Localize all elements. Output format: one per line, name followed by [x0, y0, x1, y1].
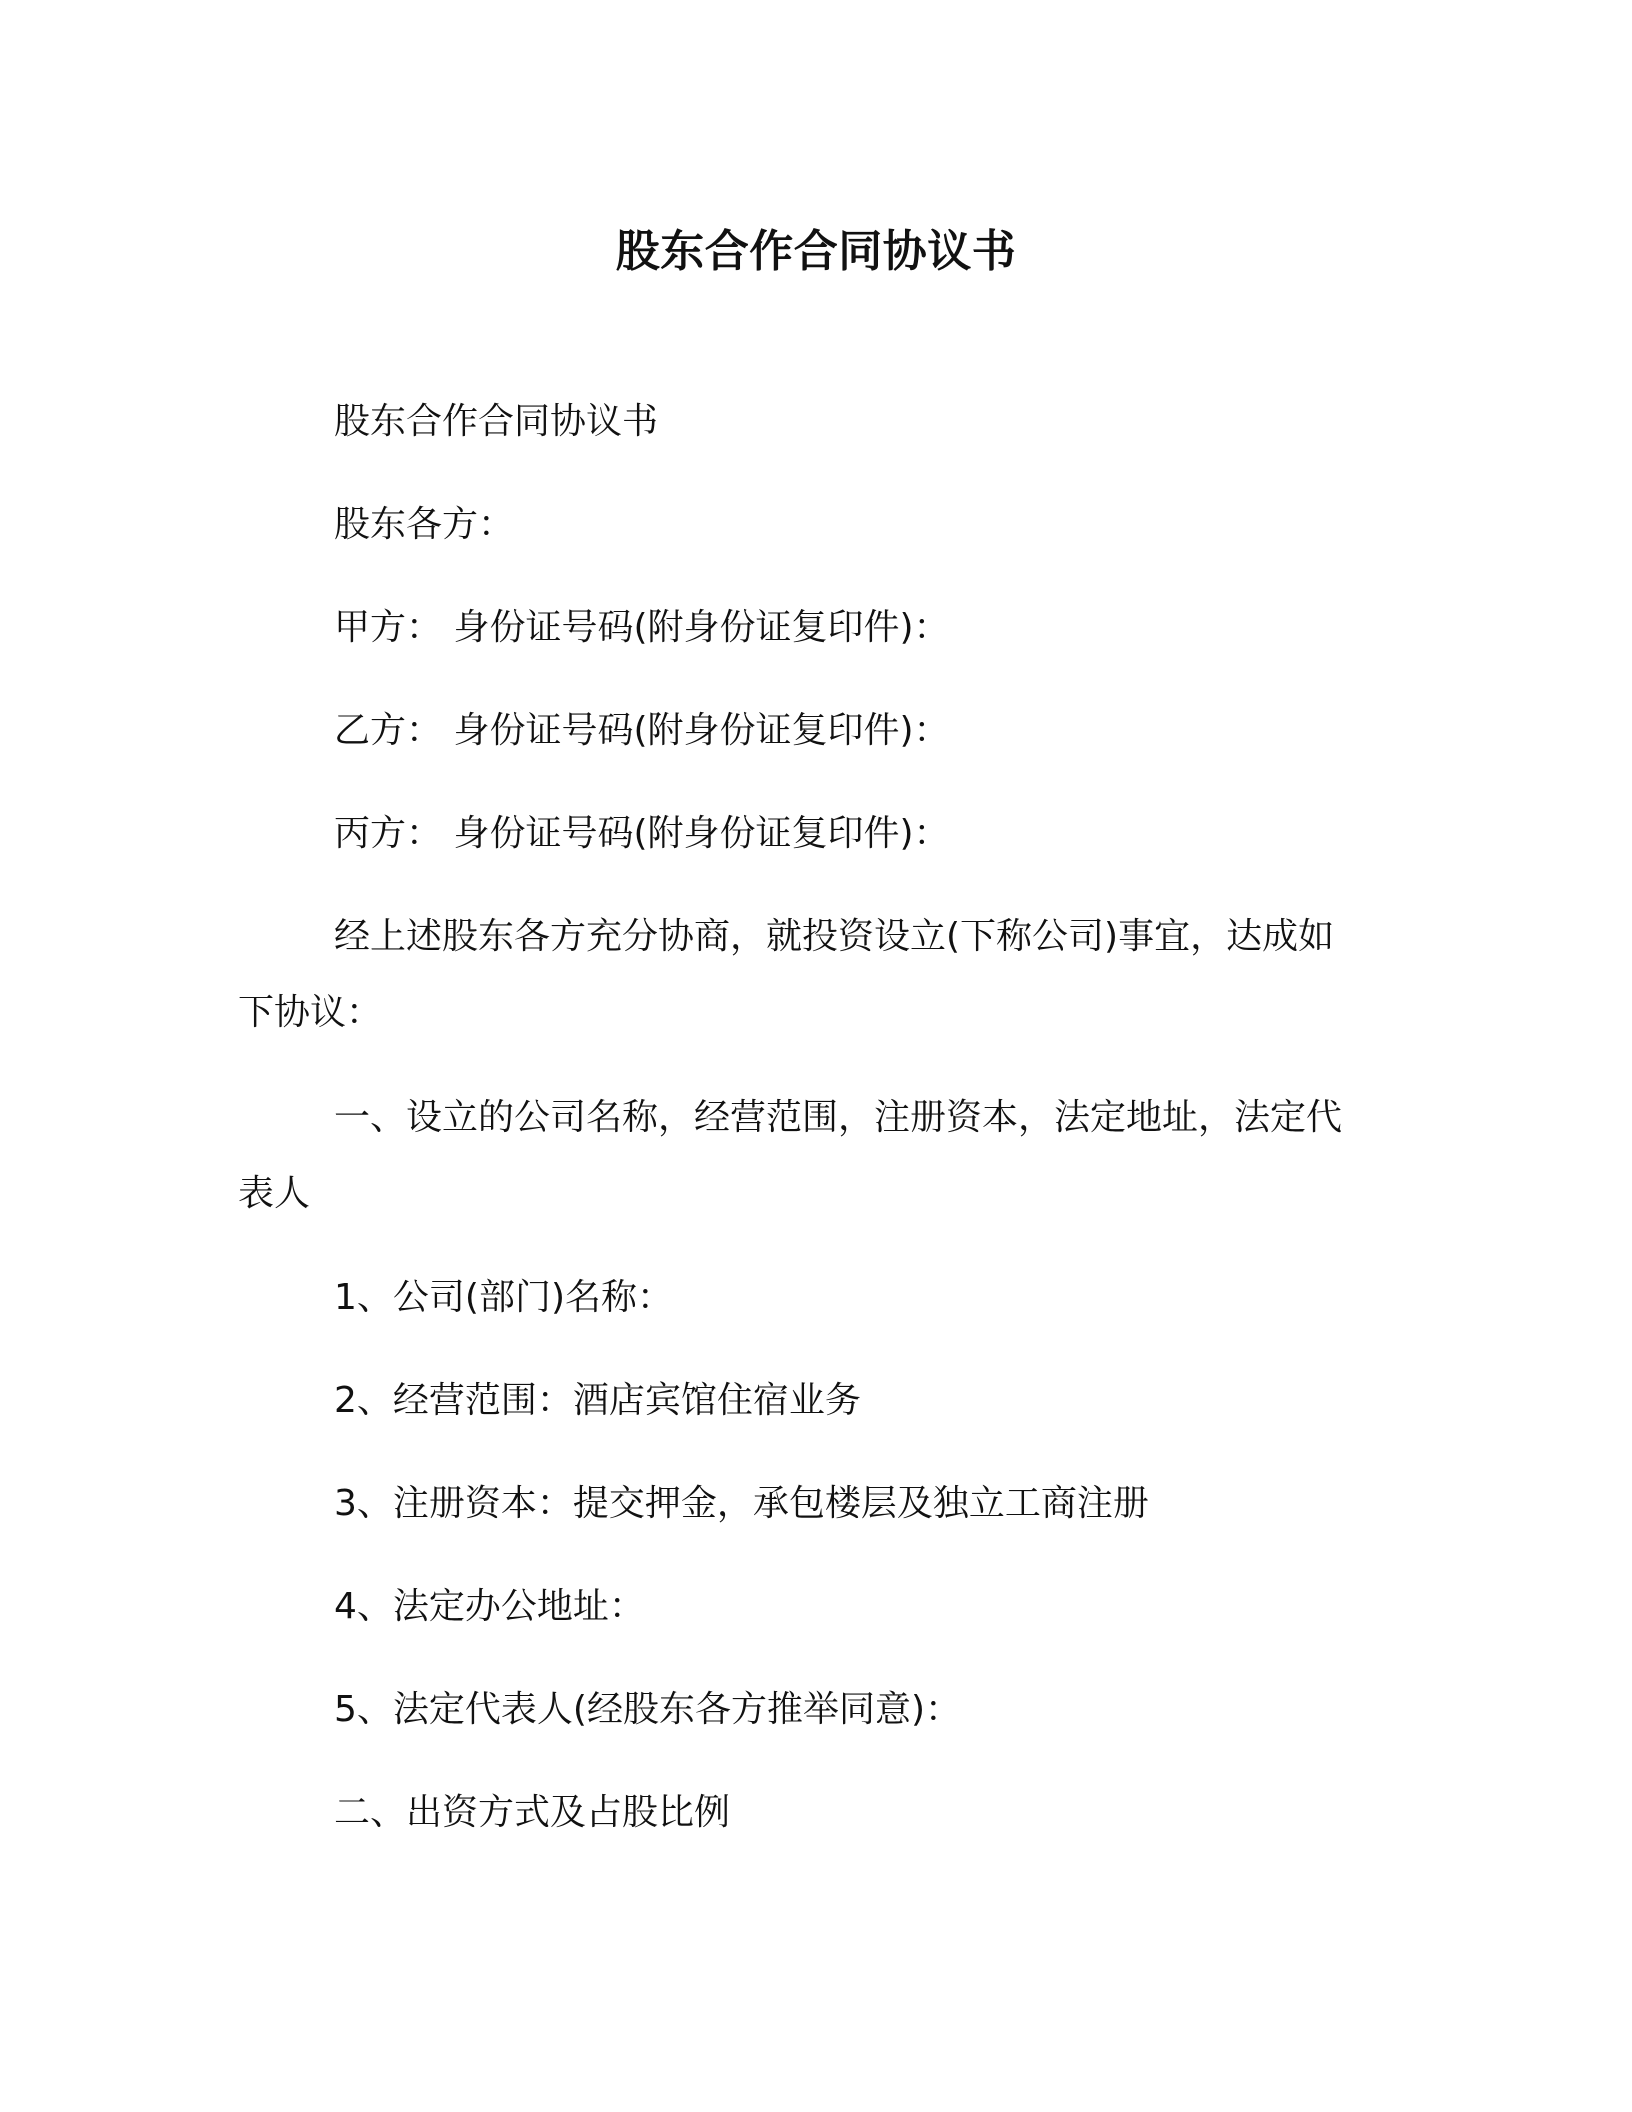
paragraph-party-b: 乙方： 身份证号码(附身份证复印件)：: [334, 710, 950, 751]
paragraph-party-c: 丙方： 身份证号码(附身份证复印件)：: [334, 813, 950, 854]
section-two-heading: 二、出资方式及占股比例: [334, 1792, 731, 1833]
item-legal-representative: 5、法定代表人(经股东各方推举同意)：: [334, 1689, 961, 1730]
item-business-scope: 2、经营范围：酒店宾馆住宿业务: [334, 1380, 861, 1421]
section-one-heading: 一、设立的公司名称，经营范围，注册资本，法定地址，法定代表人: [238, 1097, 1343, 1214]
item-office-address: 4、法定办公地址：: [334, 1586, 645, 1627]
item-registered-capital: 3、注册资本：提交押金，承包楼层及独立工商注册: [334, 1483, 1149, 1524]
paragraph-heading: 股东合作合同协议书: [334, 401, 659, 442]
paragraph-shareholders: 股东各方：: [334, 504, 515, 545]
document-title: 股东合作合同协议书: [615, 226, 1017, 277]
item-company-name: 1、公司(部门)名称：: [334, 1277, 673, 1318]
paragraph-party-a: 甲方： 身份证号码(附身份证复印件)：: [334, 607, 950, 648]
paragraph-agreement-intro: 经上述股东各方充分协商，就投资设立(下称公司)事宜，达成如下协议：: [238, 916, 1335, 1033]
